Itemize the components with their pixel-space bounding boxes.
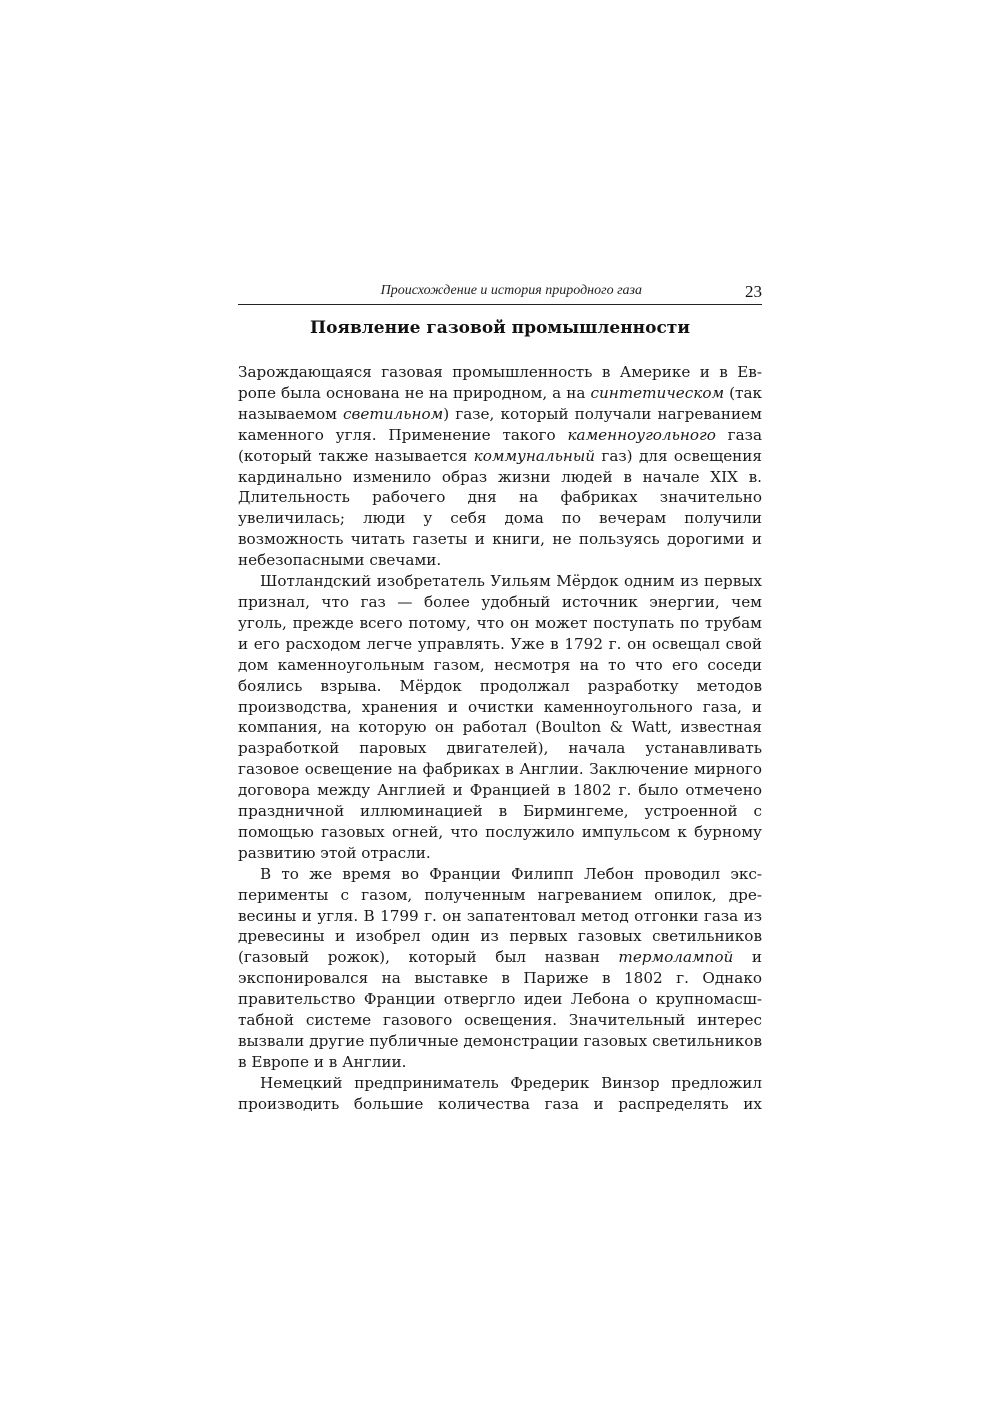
text-run: (так называемом xyxy=(238,383,762,423)
text-run: Немецкий предприниматель Фредерик Винзор предложил производить большие количества газа и распределять их xyxy=(238,1073,762,1113)
running-title: Происхождение и история природного газа xyxy=(380,283,642,298)
italic-term: светильном xyxy=(343,404,444,423)
paragraph-2 xyxy=(238,571,762,864)
text-run: газ) для освещения кардинально изменило образ жизни людей в начале XIX в. Длительность рабочего дня на фабриках значительно увеличилась; люди у себя дома по вечерам получили возможность читать газеты и книги, не пользуясь дорогими и небезопасными свечами. xyxy=(238,446,763,570)
italic-term: термолампой xyxy=(618,948,734,967)
italic-term: коммунальный xyxy=(473,446,596,465)
text-run: газа (который также называется xyxy=(238,425,762,465)
text-run: и экспонировался на выставке в Париже в 1802 г. Однако правительство Франции отвергло идеи Лебона о крупномасштабной системе газового освещения. Значительный интерес вызвали другие публичные демонстрации газовых светильников в Европе и в Англии. xyxy=(238,948,762,1071)
text-run: В то же время во Франции Филипп Лебон проводил эксперименты с газом, полученным нагреванием опилок, древесины и угля. В 1799 г. он запатентовал метод отгонки газа из древесины и изобрел один из первых газовых светильников (газовый рожок), который был назван xyxy=(238,864,762,967)
italic-term: каменноугольного xyxy=(567,425,716,444)
body-text xyxy=(238,362,762,1115)
page-number: 23 xyxy=(745,282,762,301)
text-run: ) газе, который получали нагреванием каменного угля. Применение такого xyxy=(238,404,762,444)
italic-term: синтетическом xyxy=(590,383,725,402)
paragraph-3 xyxy=(238,864,762,1073)
text-run: Зарождающаяся газовая промышленность в Америке и в Европе была основана не на природном, а на xyxy=(238,363,762,402)
paragraph-4 xyxy=(238,1073,762,1115)
paragraph-1 xyxy=(238,362,762,571)
page-header xyxy=(238,280,762,305)
section-title: Появление газовой промышленности xyxy=(310,318,690,338)
text-run: Шотландский изобретатель Уильям Мёрдок одним из первых признал, что газ — более удобный источник энергии, чем уголь, прежде всего потому, что он может поступать по трубам и его расходом легче управлять. Уже в 1792 г. он освещал свой дом каменноугольным газом, несмотря на то что его соседи боялись взрыва. Мёрдок продолжал разработку методов производства, хранения и очистки каменноугольного газа, и компания, на которую он работал (Boulton & Watt, известная разработкой паровых двигателей), начала устанавливать газовое освещение на фабриках в Англии. Заключение мирного договора между Англией и Францией в 1802 г. было отмечено праздничной иллюминацией в Бирмингеме, устроенной с помощью газовых огней, что послужило импульсом к бурному развитию этой отрасли. xyxy=(238,572,762,862)
